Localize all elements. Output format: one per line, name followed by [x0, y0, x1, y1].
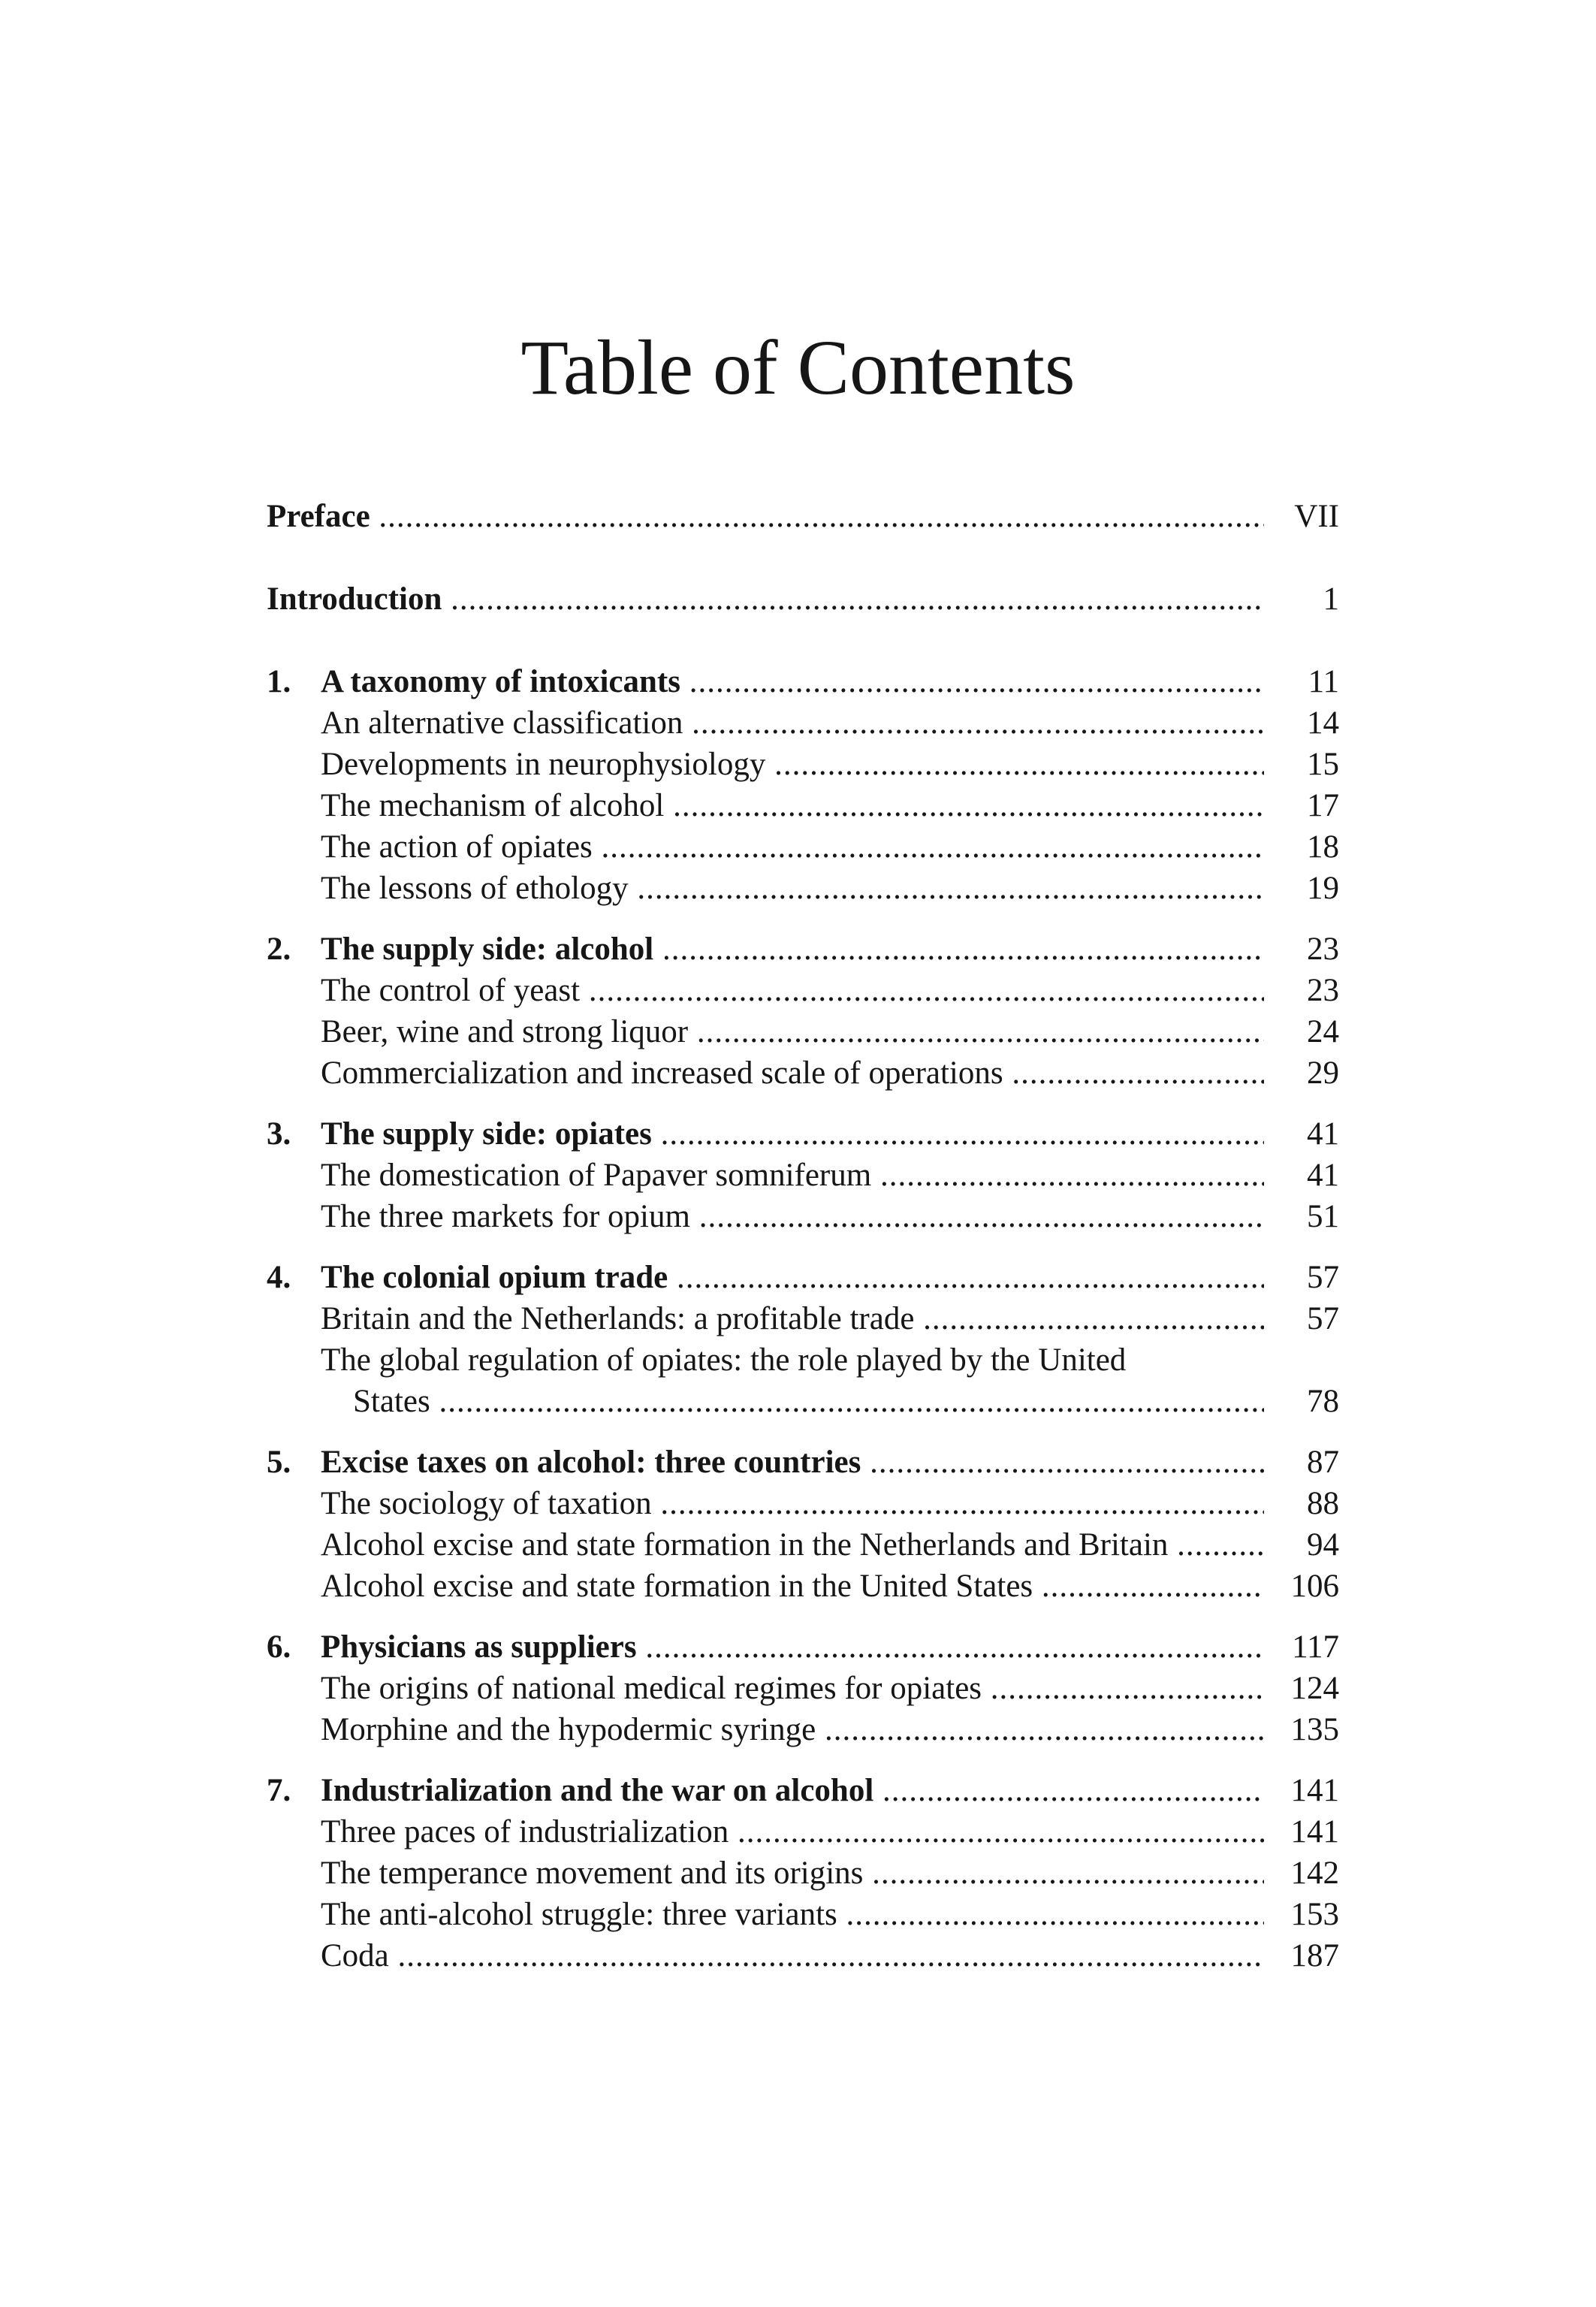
- toc-entry-label: Preface .....: [267, 496, 1264, 537]
- chapter-number: 1.: [267, 664, 291, 699]
- toc-entry-label: Morphine and the hypodermic syringe .....: [321, 1709, 1264, 1750]
- toc-entry-label: Developments in neurophysiology .....: [321, 744, 1264, 785]
- toc-entry-page: 57: [1307, 1260, 1339, 1295]
- toc-section[interactable]: [267, 1052, 1339, 1094]
- toc-entry-label: Alcohol excise and state formation in the United States .....: [321, 1566, 1264, 1607]
- toc-entry-label: The lessons of ethology .....: [321, 868, 1264, 909]
- toc-entry-label: Coda .....: [321, 1935, 1264, 1976]
- toc-entry-label: The anti-alcohol struggle: three variants .....: [321, 1894, 1264, 1935]
- toc-section[interactable]: [267, 826, 1339, 868]
- toc-entry-page: 117: [1292, 1629, 1339, 1665]
- toc-entry-label: An alternative classification .....: [321, 702, 1264, 744]
- toc-section[interactable]: [267, 785, 1339, 826]
- toc-chapter-5[interactable]: [267, 1442, 1339, 1483]
- toc-chapter-1[interactable]: [267, 661, 1339, 702]
- toc-entry-page: 1: [1323, 581, 1339, 617]
- toc-section[interactable]: [267, 1155, 1339, 1196]
- table-of-contents: [267, 496, 1339, 1976]
- toc-entry-page: 14: [1307, 705, 1339, 741]
- toc-entry-page: 24: [1307, 1014, 1339, 1049]
- toc-chapter-2[interactable]: [267, 929, 1339, 970]
- toc-section[interactable]: [267, 1196, 1339, 1237]
- chapter-number: 3.: [267, 1116, 291, 1152]
- toc-entry-page: 141: [1290, 1773, 1339, 1808]
- toc-entry-page: 153: [1290, 1897, 1339, 1932]
- toc-section[interactable]: [267, 1709, 1339, 1750]
- toc-entry-page: 87: [1307, 1445, 1339, 1480]
- toc-entry-label: The domestication of Papaver somniferum .....: [321, 1155, 1264, 1196]
- toc-chapter-3[interactable]: [267, 1113, 1339, 1155]
- chapter-number: 7.: [267, 1773, 291, 1808]
- toc-entry-page: 17: [1307, 788, 1339, 823]
- toc-entry-label: Three paces of industrialization .....: [321, 1811, 1264, 1853]
- toc-section[interactable]: [267, 1668, 1339, 1709]
- chapter-number: 6.: [267, 1629, 291, 1665]
- toc-entry-label: Britain and the Netherlands: a profitable trade .....: [321, 1298, 1264, 1339]
- toc-entry-label: The three markets for opium .....: [321, 1196, 1264, 1237]
- toc-section[interactable]: [267, 1811, 1339, 1853]
- chapter-number: 5.: [267, 1445, 291, 1480]
- toc-entry-label: Beer, wine and strong liquor .....: [321, 1011, 1264, 1052]
- chapter-number: 4.: [267, 1260, 291, 1295]
- toc-entry-page: 18: [1307, 829, 1339, 865]
- toc-section-continuation[interactable]: [267, 1381, 1339, 1422]
- page-title: Table of Contents: [520, 325, 1076, 411]
- toc-chapter-4[interactable]: [267, 1257, 1339, 1298]
- toc-section[interactable]: [267, 1011, 1339, 1052]
- toc-section[interactable]: [267, 702, 1339, 744]
- toc-entry-page: 19: [1307, 871, 1339, 906]
- toc-entry-label: Physicians as suppliers .....: [321, 1626, 1264, 1668]
- toc-entry-page: 78: [1307, 1384, 1339, 1419]
- toc-entry-page: 11: [1308, 664, 1339, 699]
- toc-entry-label: The global regulation of opiates: the role played by the United: [321, 1342, 1127, 1378]
- toc-entry-page: 142: [1290, 1856, 1339, 1891]
- toc-section[interactable]: [267, 1894, 1339, 1935]
- toc-entry-label: The control of yeast .....: [321, 970, 1264, 1011]
- toc-entry-label: The sociology of taxation .....: [321, 1483, 1264, 1524]
- toc-chapter-7[interactable]: [267, 1770, 1339, 1811]
- toc-entry-label: The supply side: alcohol .....: [321, 929, 1264, 970]
- toc-entry-page: 106: [1290, 1569, 1339, 1604]
- toc-section[interactable]: [267, 1566, 1339, 1607]
- toc-entry-label: A taxonomy of intoxicants .....: [321, 661, 1264, 702]
- toc-entry-page: 29: [1307, 1055, 1339, 1091]
- toc-entry-label: Introduction .....: [267, 578, 1264, 620]
- toc-section[interactable]: [267, 1524, 1339, 1566]
- toc-entry-page: 141: [1290, 1814, 1339, 1850]
- chapter-number: 2.: [267, 932, 291, 967]
- toc-section[interactable]: [267, 1853, 1339, 1894]
- toc-entry-label: The mechanism of alcohol .....: [321, 785, 1264, 826]
- toc-entry-page: 57: [1307, 1301, 1339, 1336]
- toc-entry-page: 23: [1307, 973, 1339, 1008]
- toc-entry-label: Commercialization and increased scale of operations .....: [321, 1052, 1264, 1094]
- toc-section[interactable]: [267, 1483, 1339, 1524]
- toc-chapter-6[interactable]: [267, 1626, 1339, 1668]
- toc-entry-label: The origins of national medical regimes for opiates .....: [321, 1668, 1264, 1709]
- toc-entry-label: The temperance movement and its origins .....: [321, 1853, 1264, 1894]
- toc-section[interactable]: [267, 1339, 1339, 1381]
- toc-entry-preface[interactable]: [267, 496, 1339, 537]
- toc-entry-page: 124: [1290, 1671, 1339, 1706]
- toc-entry-label: Excise taxes on alcohol: three countries .....: [321, 1442, 1264, 1483]
- toc-entry-label: The action of opiates .....: [321, 826, 1264, 868]
- toc-entry-page: 135: [1290, 1712, 1339, 1747]
- toc-entry-label: The colonial opium trade .....: [321, 1257, 1264, 1298]
- toc-entry-label: States .....: [353, 1381, 1264, 1422]
- toc-entry-label: The supply side: opiates .....: [321, 1113, 1264, 1155]
- toc-entry-page: 41: [1307, 1158, 1339, 1193]
- toc-entry-label: Industrialization and the war on alcohol .....: [321, 1770, 1264, 1811]
- toc-entry-page: 88: [1307, 1486, 1339, 1521]
- toc-entry-page: 94: [1307, 1527, 1339, 1563]
- toc-entry-page: 51: [1307, 1199, 1339, 1234]
- toc-section[interactable]: [267, 970, 1339, 1011]
- toc-entry-page: 41: [1307, 1116, 1339, 1152]
- toc-entry-page: 15: [1307, 747, 1339, 782]
- toc-section[interactable]: [267, 1298, 1339, 1339]
- toc-entry-label: Alcohol excise and state formation in the Netherlands and Britain .....: [321, 1524, 1264, 1566]
- toc-entry-introduction[interactable]: [267, 578, 1339, 620]
- toc-entry-page: 187: [1290, 1938, 1339, 1973]
- toc-entry-page: VII: [1294, 499, 1339, 534]
- toc-entry-page: 23: [1307, 932, 1339, 967]
- toc-section[interactable]: [267, 1935, 1339, 1976]
- toc-section[interactable]: [267, 744, 1339, 785]
- toc-section[interactable]: [267, 868, 1339, 909]
